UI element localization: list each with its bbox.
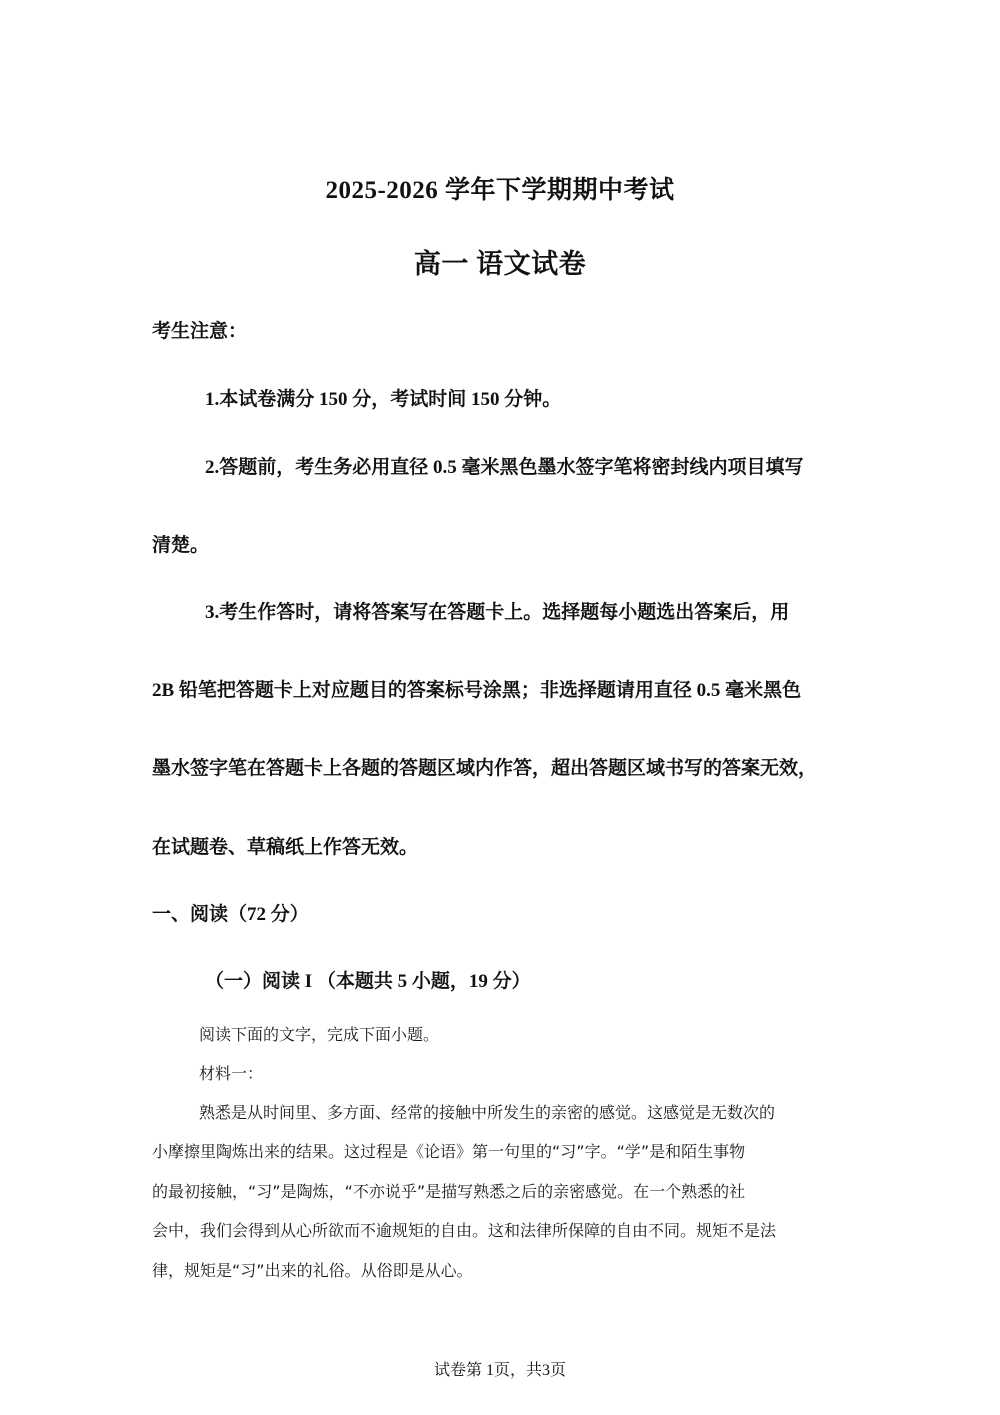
paragraph-line: 的最初接触，“习”是陶炼，“不亦说乎”是描写熟悉之后的亲密感觉。在一个熟悉的社	[152, 1182, 746, 1201]
notice-item-2-line-1: 2.答题前，考生务必用直径 0.5 毫米黑色墨水签字笔将密封线内项目填写	[205, 457, 804, 478]
subsection-heading: （一）阅读 I （本题共 5 小题，19 分）	[205, 971, 531, 992]
paragraph-line: 小摩擦里陶炼出来的结果。这过程是《论语》第一句里的“习”字。“学”是和陌生事物	[152, 1142, 746, 1161]
material-label: 材料一：	[199, 1064, 264, 1083]
section-heading: 一、阅读（72 分）	[152, 904, 309, 925]
notice-heading: 考生注意：	[152, 321, 248, 342]
exam-subtitle: 高一 语文试卷	[413, 249, 587, 279]
notice-item-3-line-1: 3.考生作答时，请将答案写在答题卡上。选择题每小题选出答案后，用	[205, 602, 790, 623]
notice-item-3-line-4: 在试题卷、草稿纸上作答无效。	[152, 837, 419, 858]
notice-item-1: 1.本试卷满分 150 分，考试时间 150 分钟。	[205, 389, 562, 410]
paragraph-line: 会中，我们会得到从心所欲而不逾规矩的自由。这和法律所保障的自由不同。规矩不是法	[152, 1221, 777, 1240]
exam-title: 2025-2026 学年下学期期中考试	[325, 177, 675, 204]
notice-item-2-line-2: 清楚。	[152, 535, 210, 556]
notice-item-3-line-3: 墨水签字笔在答题卡上各题的答题区域内作答，超出答题区域书写的答案无效，	[152, 758, 818, 779]
notice-item-3-line-2: 2B 铅笔把答题卡上对应题目的答案标号涂黑；非选择题请用直径 0.5 毫米黑色	[152, 680, 802, 701]
reading-instruction: 阅读下面的文字，完成下面小题。	[199, 1025, 440, 1044]
page-number-footer: 试卷第 1页，共3页	[433, 1362, 566, 1379]
paragraph-line: 熟悉是从时间里、多方面、经常的接触中所发生的亲密的感觉。这感觉是无数次的	[199, 1103, 776, 1122]
paragraph-line: 律，规矩是“习”出来的礼俗。从俗即是从心。	[152, 1261, 473, 1280]
